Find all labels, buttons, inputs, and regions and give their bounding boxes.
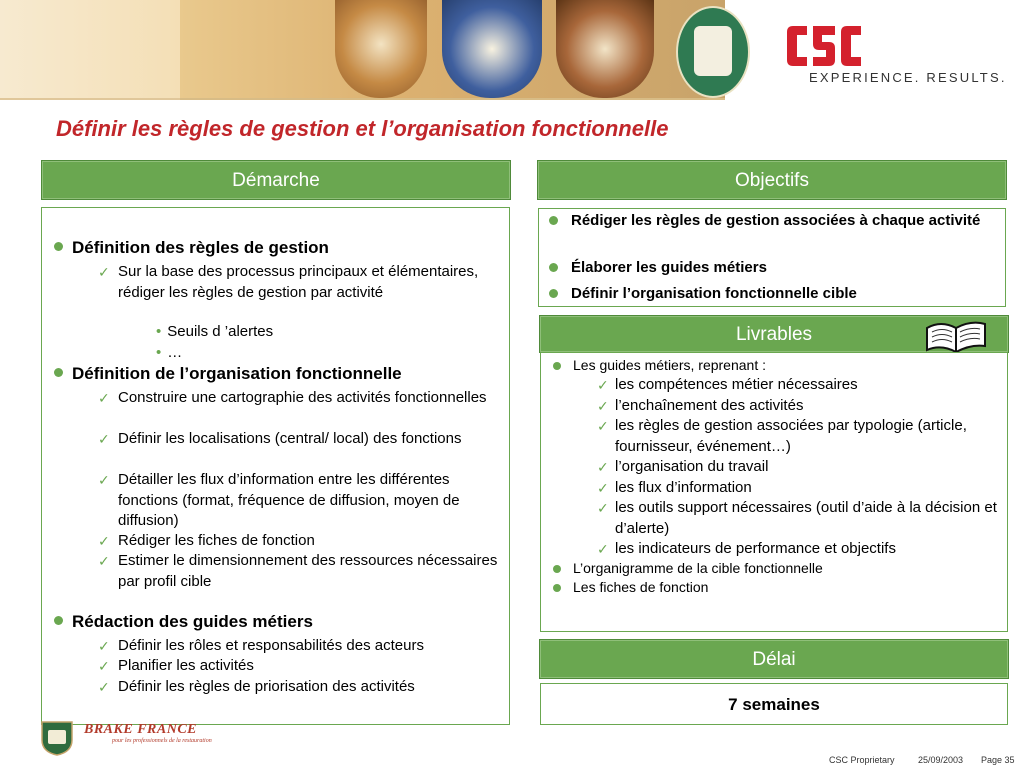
- livrable-item: L’organigramme de la cible fonctionnelle: [553, 560, 823, 576]
- bullet-icon: [553, 584, 561, 592]
- objectifs-panel: [538, 208, 1006, 307]
- demarche-section: Rédaction des guides métiers: [54, 612, 313, 632]
- livrables-panel: [540, 352, 1008, 632]
- open-book-icon: [923, 318, 989, 354]
- demarche-item: ✓ Planifier les activités: [98, 656, 502, 677]
- demarche-item: ✓ Sur la base des processus principaux et élémentaires, rédiger les règles de gestion par activité: [98, 263, 479, 301]
- objectif-item: Rédiger les règles de gestion associées à chaque activité: [549, 210, 1011, 231]
- checkmark-icon: ✓: [98, 533, 110, 549]
- bullet-icon: [553, 565, 561, 573]
- header-banner: [0, 0, 1024, 100]
- livrable-subitem: ✓ les règles de gestion associées par typologie (article, fournisseur, événement…): [597, 417, 967, 455]
- checkmark-icon: ✓: [98, 390, 110, 406]
- checkmark-icon: ✓: [98, 679, 110, 695]
- footer-date: 25/09/2003: [918, 755, 964, 765]
- checkmark-icon: ✓: [597, 377, 609, 393]
- demarche-item: ✓ Estimer le dimensionnement des ressources nécessaires par profil cible: [98, 552, 498, 590]
- demarche-panel: [41, 207, 510, 725]
- checkmark-icon: ✓: [597, 418, 609, 434]
- food-photo-pastry: [335, 0, 427, 98]
- csc-logo: [787, 26, 861, 66]
- objectifs-header: Objectifs: [538, 161, 1006, 199]
- brake-france-shield-logo: [40, 720, 74, 756]
- delai-header: Délai: [540, 640, 1008, 678]
- livrable-subitem: ✓ l’organisation du travail: [597, 457, 1005, 478]
- checkmark-icon: ✓: [98, 658, 110, 674]
- objectif-item: Définir l’organisation fonctionnelle cible: [549, 283, 1011, 304]
- checkmark-icon: ✓: [597, 500, 609, 516]
- bullet-icon: [54, 616, 63, 625]
- checkmark-icon: ✓: [98, 638, 110, 654]
- demarche-item: ✓ Construire une cartographie des activités fonctionnelles: [98, 388, 502, 409]
- demarche-subitem: • …: [156, 344, 183, 361]
- checkmark-icon: ✓: [98, 264, 110, 280]
- bullet-icon: [54, 242, 63, 251]
- demarche-item: ✓ Définir les localisations (central/ local) des fonctions: [98, 429, 502, 450]
- bullet-icon: [549, 263, 558, 272]
- livrable-item: Les fiches de fonction: [553, 579, 708, 595]
- delai-panel: [540, 683, 1008, 725]
- delai-value: 7 semaines: [728, 695, 820, 714]
- demarche-item: ✓ Rédiger les fiches de fonction: [98, 531, 502, 552]
- page-title: Définir les règles de gestion et l’organisation fonctionnelle: [56, 116, 669, 141]
- objectif-item: Élaborer les guides métiers: [549, 257, 1011, 278]
- demarche-item: ✓ Définir les rôles et responsabilités des acteurs: [98, 636, 502, 657]
- demarche-section: Définition de l’organisation fonctionnelle: [54, 364, 402, 384]
- food-photo-dessert: [556, 0, 654, 98]
- bullet-icon: •: [156, 344, 162, 361]
- livrable-subitem: ✓ les indicateurs de performance et objectifs: [597, 539, 1005, 560]
- livrable-subitem: ✓ l’enchaînement des activités: [597, 396, 1005, 417]
- footer-proprietary: CSC Proprietary: [829, 755, 895, 765]
- footer-page: Page 35: [981, 755, 1015, 765]
- demarche-subitem: • Seuils d ’alertes: [156, 323, 274, 340]
- demarche-item: ✓ Définir les règles de priorisation des activités: [98, 677, 502, 698]
- brake-france-subtitle: pour les professionnels de la restauration: [112, 738, 212, 744]
- checkmark-icon: ✓: [597, 398, 609, 414]
- demarche-header: Démarche: [42, 161, 510, 199]
- bullet-icon: •: [156, 323, 162, 340]
- bullet-icon: [549, 289, 558, 298]
- banner-background: [0, 0, 180, 100]
- bullet-icon: [54, 368, 63, 377]
- checkmark-icon: ✓: [98, 472, 110, 488]
- checkmark-icon: ✓: [597, 541, 609, 557]
- livrable-subitem: ✓ les flux d’information: [597, 478, 1005, 499]
- csc-tagline: EXPERIENCE. RESULTS.: [809, 70, 1007, 85]
- food-photo-plate: [442, 0, 542, 98]
- livrables-header: Livrables: [540, 316, 1008, 352]
- livrable-subitem: ✓ les outils support nécessaires (outil d’aide à la décision et d’alerte): [597, 499, 997, 537]
- livrable-item: Les guides métiers, reprenant :: [553, 357, 766, 373]
- demarche-section: Définition des règles de gestion: [54, 238, 329, 258]
- livrable-subitem: ✓ les compétences métier nécessaires: [597, 375, 1005, 396]
- brake-france-logo-text: BRAKE FRANCE: [84, 722, 197, 737]
- chef-seal-image: [676, 6, 750, 98]
- checkmark-icon: ✓: [98, 431, 110, 447]
- bullet-icon: [549, 216, 558, 225]
- bullet-icon: [553, 362, 561, 370]
- checkmark-icon: ✓: [597, 459, 609, 475]
- checkmark-icon: ✓: [98, 553, 110, 569]
- demarche-item: ✓ Détailler les flux d’information entre les différentes fonctions (format, fréquence de diffusion, moyen de diffusion): [98, 471, 460, 529]
- checkmark-icon: ✓: [597, 480, 609, 496]
